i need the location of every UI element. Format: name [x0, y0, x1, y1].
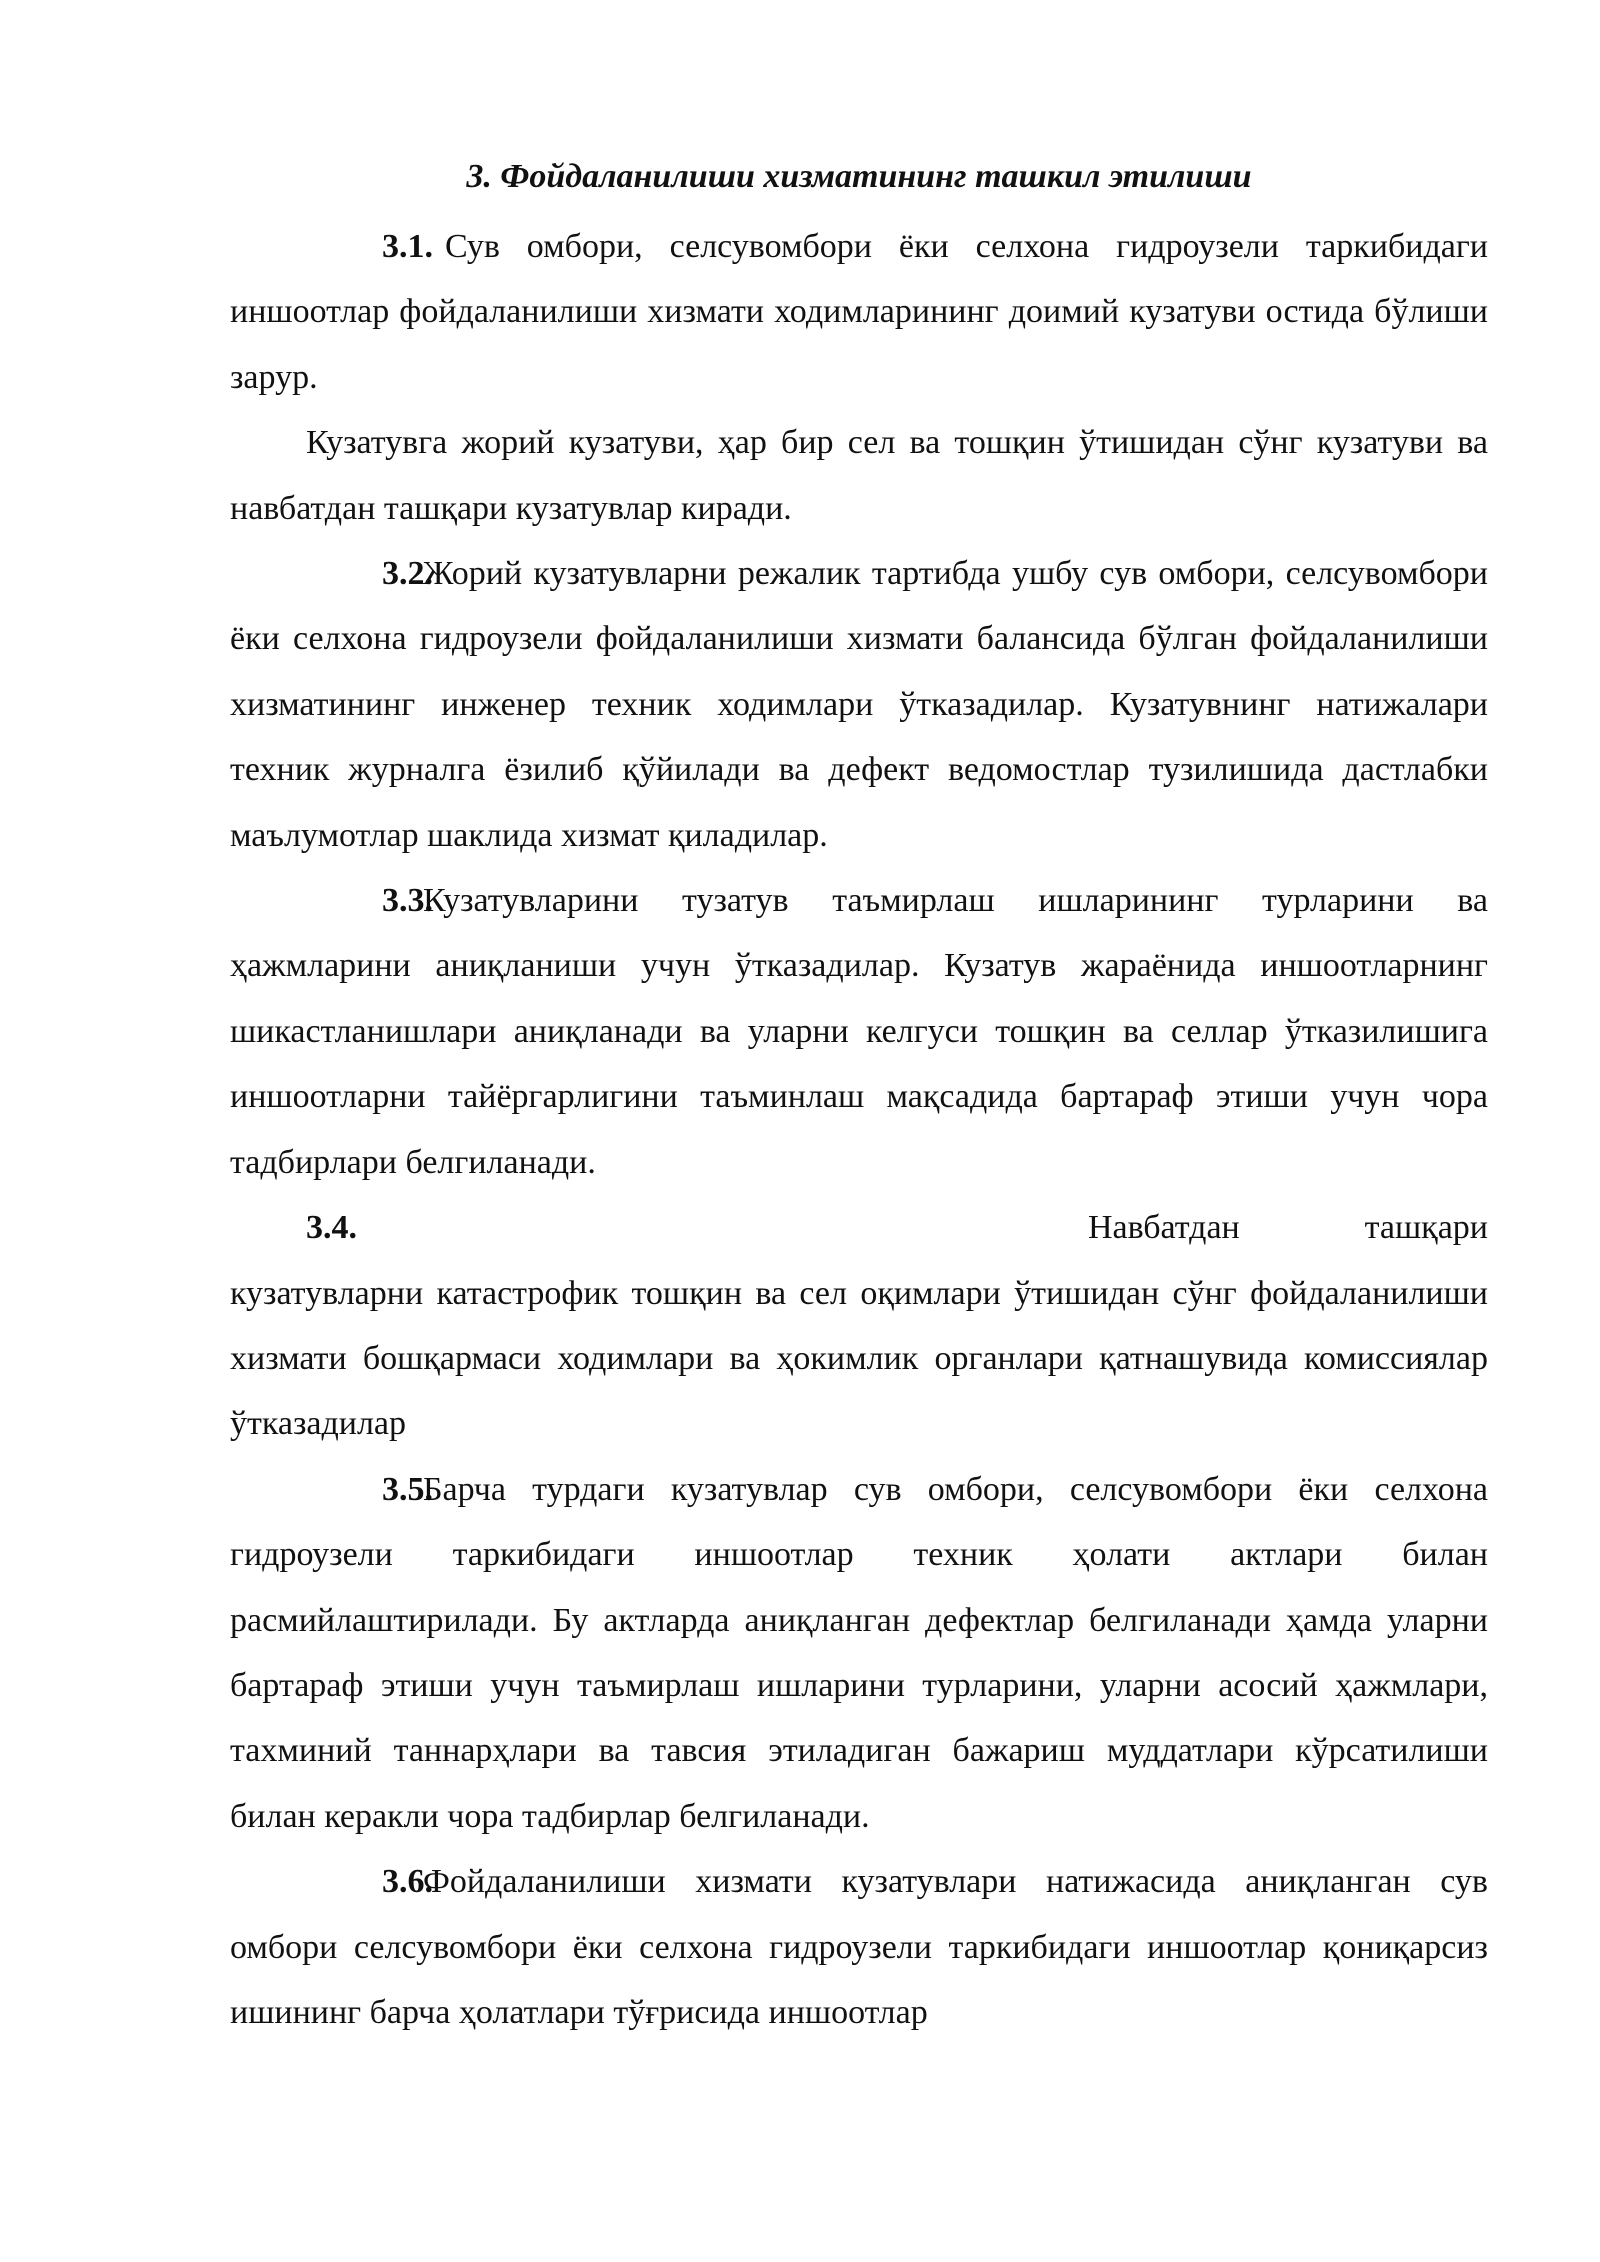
paragraph-number: 3.6.: [382, 1863, 433, 1901]
paragraph-text: Кузатувларини тузатув таъмирлаш ишларининг турларини ва ҳажмларини аниқланиши учун ўтказадилар. Кузатув жараёнида иншоотларнинг шикастланишлари аниқланади ва уларни келгуси тошқин ва селлар ўтказилишига иншоотларни тайёргарлигини таъминлаш мақсадида бартараф этиши учун чора тадбирлари белгиланади.: [230, 882, 1488, 1181]
paragraph-word: ташқари: [1364, 1209, 1488, 1247]
paragraph-number: 3.2.: [382, 555, 433, 593]
paragraph-text: кузатувларни катастрофик тошқин ва сел оқимлари ўтишидан сўнг фойдаланилиши хизмати бошқармаси ходимлари ва ҳокимлик органлари қатнашувида комиссиялар ўтказадилар: [230, 1274, 1488, 1443]
paragraph-number: 3.3.: [382, 882, 433, 920]
paragraph-number: 3.4.: [306, 1209, 357, 1247]
paragraph-3-1: [230, 214, 1488, 410]
paragraph-text: Барча турдаги кузатувлар сув омбори, селсувомбори ёки селхона гидроузели таркибидаги иншоотлар техник ҳолати актлари билан расмийлаштирилади. Бу актларда аниқланган дефектлар белгиланади ҳамда уларни бартараф этиши учун таъмирлаш ишларини турларини, уларни асосий ҳажмлари, тахминий таннарҳлари ва тавсия этиладиган бажариш муддатлари кўрсатилиши билан керакли чора тадбирлар белгиланади.: [230, 1470, 1488, 1835]
paragraph-3-2: [230, 541, 1488, 868]
paragraph-3-6: [230, 1849, 1488, 2045]
section-heading: 3. Фойдаланилиши хизматининг ташкил этилиши: [466, 158, 1252, 195]
paragraph-3-4: [230, 1195, 1488, 1457]
paragraph-3-1-continued: [230, 410, 1488, 541]
paragraph-3-3: [230, 868, 1488, 1195]
paragraph-text: Сув омбори, селсувомбори ёки селхона гидроузели таркибидаги иншоотлар фойдаланилиши хизмати ходимларининг доимий кузатуви остида бўлиши зарур.: [230, 228, 1488, 396]
paragraph-number: 3.1.: [382, 228, 433, 265]
paragraph-text: Фойдаланилиши хизмати кузатувлари натижасида аниқланган сув омбори селсувомбори ёки селхона гидроузели таркибидаги иншоотлар қониқарсиз ишининг барча ҳолатлари тўғрисида иншоотлар: [230, 1863, 1488, 2031]
paragraph-text: Жорий кузатувларни режалик тартибда ушбу сув омбори, селсувомбори ёки селхона гидроузели фойдаланилиши хизмати балансида бўлган фойдаланилиши хизматининг инженер техник ходимлари ўтказадилар. Кузатувнинг натижалари техник журналга ёзилиб қўйилади ва дефект ведомостлар тузилишида дастлабки маълумотлар шаклида хизмат қиладилар.: [230, 555, 1488, 854]
paragraph-text: Кузатувга жорий кузатуви, ҳар бир сел ва тошқин ўтишидан сўнг кузатуви ва навбатдан ташқари кузатувлар киради.: [230, 424, 1488, 527]
document-page: [230, 148, 1488, 2045]
paragraph-3-5: [230, 1457, 1488, 1849]
paragraph-number: 3.5.: [382, 1470, 433, 1508]
paragraph-3-4-first-line: [230, 1195, 1488, 1260]
paragraph-word: Навбатдан: [1088, 1209, 1240, 1247]
paragraph-3-4-first-line-words: [1088, 1195, 1488, 1260]
